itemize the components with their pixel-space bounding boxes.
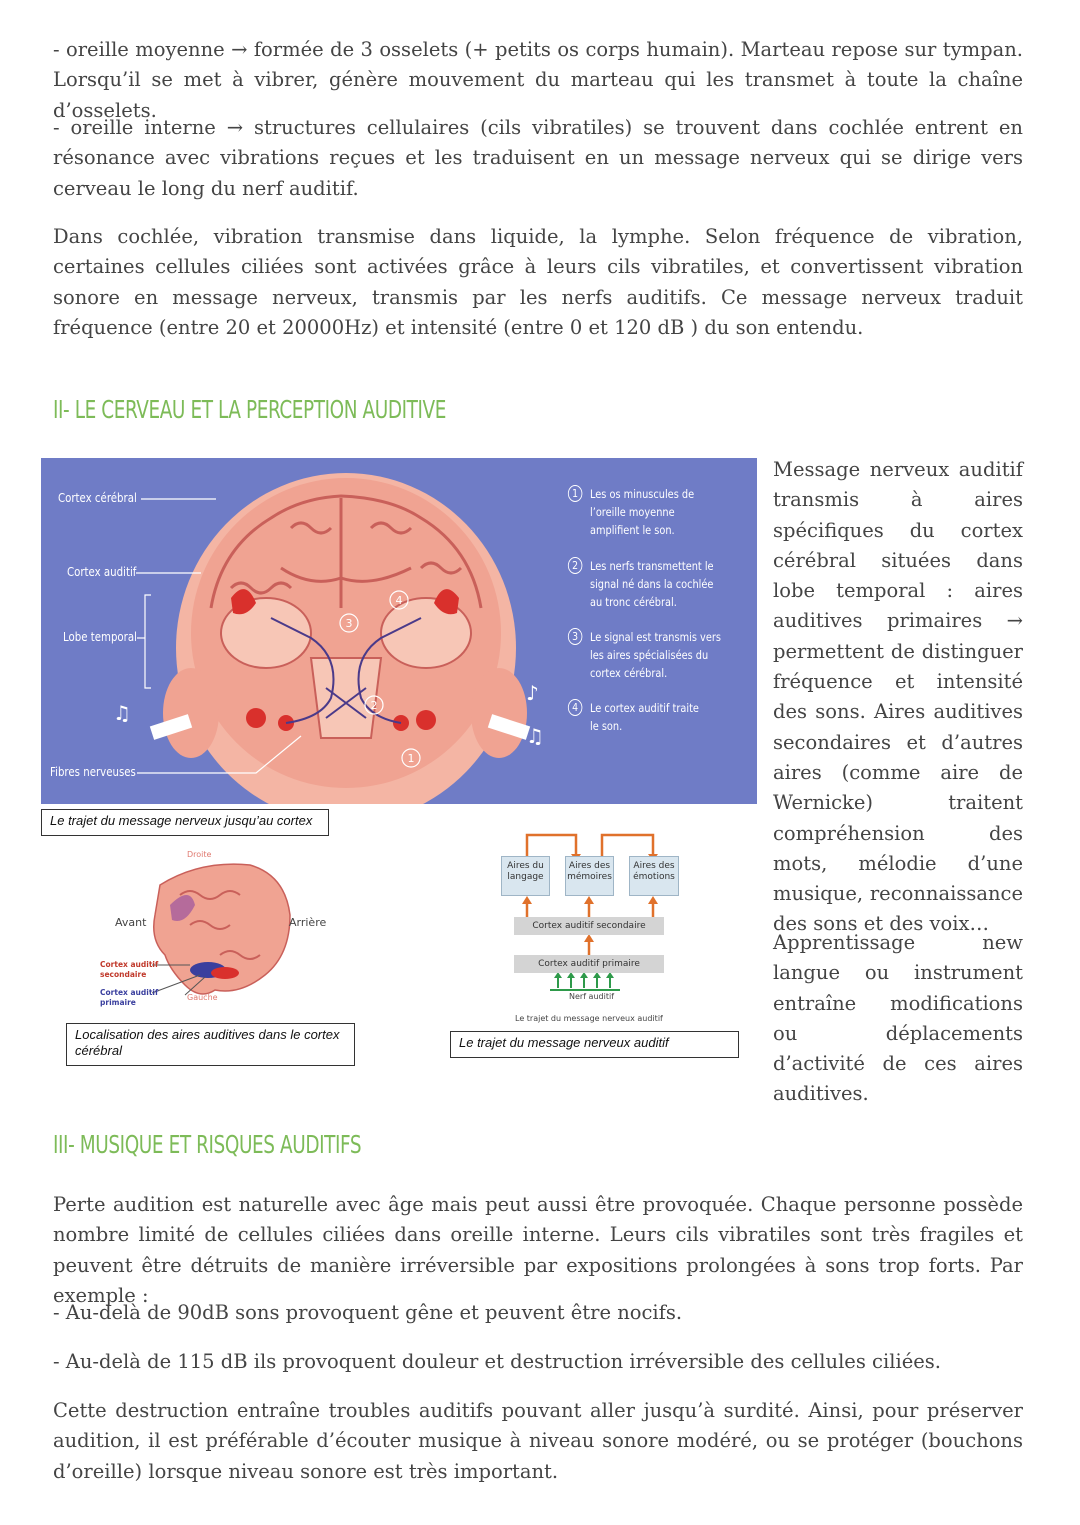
label-cortex-primaire: Cortex auditif primaire — [100, 988, 159, 1007]
label-cortex-secondaire: Cortex auditif secondaire — [100, 960, 159, 979]
paragraph-115db: - Au-delà de 115 dB ils provoquent douleur et destruction irréversible des cellules ciliées. — [53, 1350, 941, 1373]
caption-figure-1: Le trajet du message nerveux jusqu’au cortex — [41, 809, 329, 836]
caption-figure-2: Localisation des aires auditives dans le cortex cérébral — [66, 1023, 355, 1066]
marker-4: 4 — [395, 594, 403, 607]
paragraph-perte-audition: Perte audition est naturelle avec âge mais peut aussi être provoquée. Chaque personne possède nombre limité de cellules ciliées dans oreille interne. Leurs cils vibratiles sont très fragiles et peuvent être détruits de manière irréversible par expositions prolongées à sons trop forts. Par exemple : — [53, 1193, 1023, 1307]
box-aires-memoires: Aires des mémoires — [565, 856, 614, 896]
bar-cortex-primaire: Cortex auditif primaire — [514, 955, 664, 973]
music-note-icon: ♫ — [526, 724, 544, 748]
step-2: 2 Les nerfs transmettent le signal né dans la cochlée au tronc cérébral. — [590, 557, 726, 611]
label-fibres-nerveuses: Fibres nerveuses — [50, 765, 136, 779]
caption-figure-3: Le trajet du message nerveux auditif — [450, 1031, 739, 1058]
section-title-cerveau: II- LE CERVEAU ET LA PERCEPTION AUDITIVE — [53, 395, 446, 424]
music-note-icon: ♫ — [113, 701, 131, 725]
label-gauche: Gauche — [187, 993, 218, 1002]
inner-caption-figure-3: Le trajet du message nerveux auditif — [515, 1014, 663, 1023]
marker-1: 1 — [407, 752, 415, 765]
label-cortex-cerebral: Cortex cérébral — [58, 491, 137, 505]
label-lobe-temporal: Lobe temporal — [63, 630, 137, 644]
step-3: 3 Le signal est transmis vers les aires spécialisées du cortex cérébral. — [590, 628, 722, 682]
paragraph-oreille-moyenne: - oreille moyenne → formée de 3 osselets (+ petits os corps humain). Marteau repose sur tympan. Lorsqu’il se met à vibrer, génère mouvement du marteau qui les transmet à toute la chaîne d’osselets. — [53, 38, 1023, 122]
step-1: 1 Les os minuscules de l’oreille moyenne amplifient le son. — [590, 485, 709, 539]
step-4: 4 Le cortex auditif traite le son. — [590, 699, 701, 735]
music-note-icon: ♪ — [526, 681, 539, 705]
bar-cortex-secondaire: Cortex auditif secondaire — [514, 917, 664, 935]
label-droite: Droite — [187, 850, 212, 859]
box-aires-langage: Aires du langage — [501, 856, 550, 896]
label-arriere: Arrière — [289, 916, 327, 929]
side-text-message-nerveux: Message nerveux auditif transmis à aires spécifiques du cortex cérébral situées dans lobe temporal : aires auditives primaires → permettent de distinguer fréquence et intensité des sons. Aires auditives secondaires et d’autres aires (comme aire de Wernicke) traitent compréhension des mots, mélodie d’une musique, reconnaissance des sons et des voix… — [773, 458, 1023, 936]
paragraph-destruction: Cette destruction entraîne troubles auditifs pouvant aller jusqu’à surdité. Ainsi, pour préserver audition, il est préférable d’écouter musique à niveau sonore modéré, ou se protéger (bouchons d’oreille) lorsque niveau sonore est très important. — [53, 1399, 1023, 1483]
paragraph-cochlee: Dans cochlée, vibration transmise dans liquide, la lymphe. Selon fréquence de vibration, certaines cellules ciliées sont activées grâce à leurs cils vibratiles, et convertissent vibration sonore en message nerveux, transmis par les nerfs auditifs. Ce message nerveux traduit fréquence (entre 20 et 20000Hz) et intensité (entre 0 et 120 dB ) du son entendu. — [53, 225, 1023, 339]
label-cortex-auditif: Cortex auditif — [67, 565, 137, 579]
marker-2: 2 — [370, 699, 378, 712]
label-avant: Avant — [115, 916, 147, 929]
section-title-musique: III- MUSIQUE ET RISQUES AUDITIFS — [53, 1130, 362, 1159]
figure-brain-auditory-pathway — [41, 458, 757, 804]
side-text-apprentissage: Apprentissage new langue ou instrument entraîne modifications ou déplacements d’activité de ces aires auditives. — [773, 931, 1023, 1106]
label-nerf-auditif: Nerf auditif — [569, 992, 615, 1001]
marker-3: 3 — [345, 617, 353, 630]
paragraph-90db: - Au-delà de 90dB sons provoquent gêne et peuvent être nocifs. — [53, 1301, 683, 1324]
paragraph-oreille-interne: - oreille interne → structures cellulaires (cils vibratiles) se trouvent dans cochlée entrent en résonance avec vibrations reçues et les traduisent en un message nerveux qui se dirige vers cerveau le long du nerf auditif. — [53, 116, 1023, 200]
box-aires-emotions: Aires des émotions — [629, 856, 679, 896]
